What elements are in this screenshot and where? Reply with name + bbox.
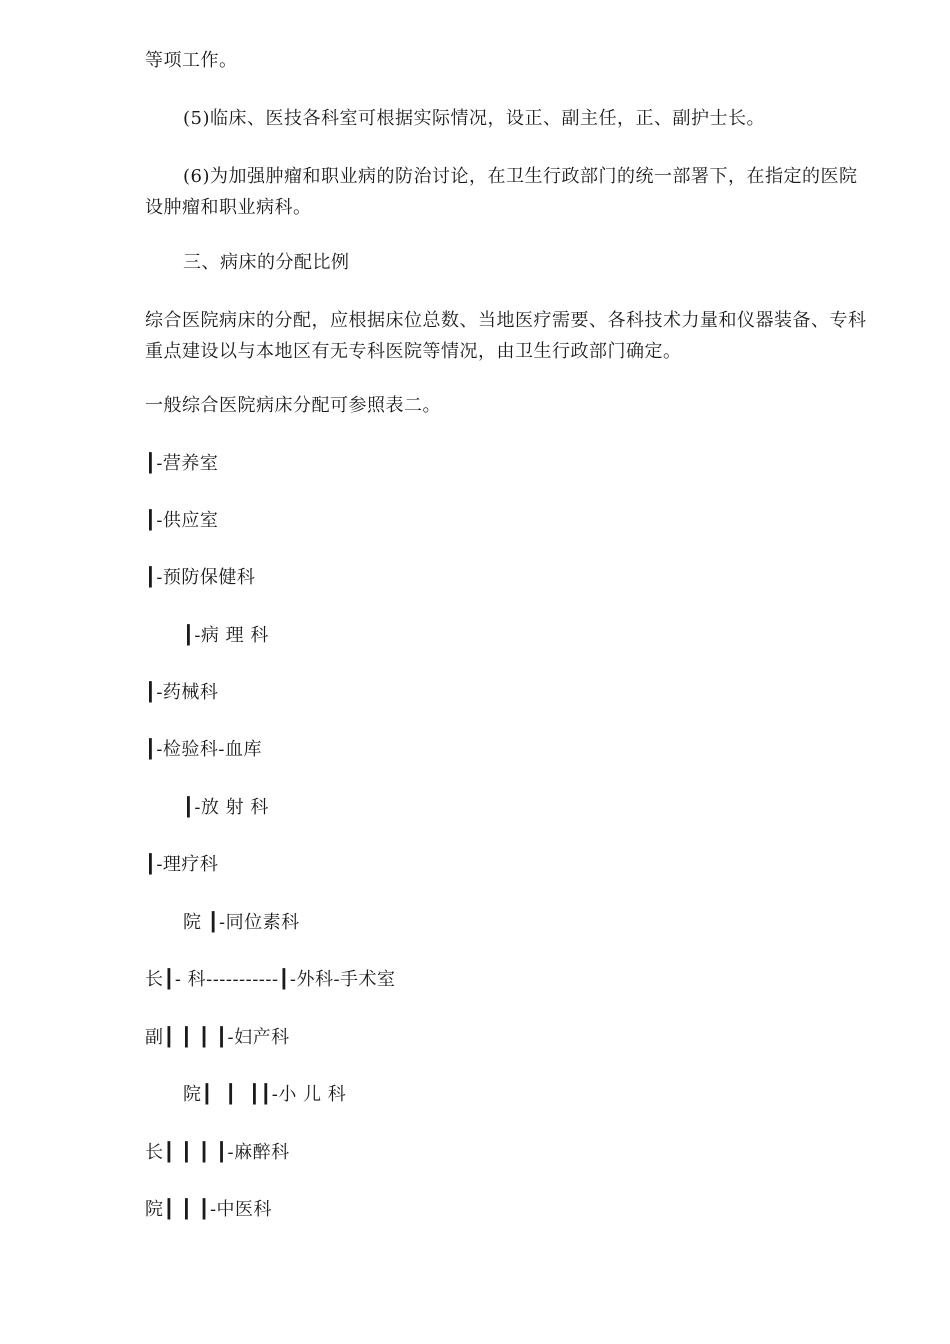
org-chart-line: 院┃ ┃ ┃┃-小 儿 科 bbox=[183, 1084, 347, 1105]
org-chart-line: ┃-理疗科 bbox=[145, 854, 219, 875]
org-chart-line: ┃-放 射 科 bbox=[183, 797, 269, 818]
org-chart-line: ┃-预防保健科 bbox=[145, 567, 256, 588]
org-chart-line: ┃-检验科-血库 bbox=[145, 739, 263, 760]
org-chart-line: ┃-病 理 科 bbox=[183, 625, 269, 646]
text-line-reference-table: 一般综合医院病床分配可参照表二。 bbox=[145, 395, 441, 416]
text-paragraph-bed-allocation: 综合医院病床的分配，应根据床位总数、当地医疗需要、各科技术力量和仪器装备、专科重点建设以与本地区有无专科医院等情况，由卫生行政部门确定。 bbox=[145, 310, 867, 362]
org-chart-line: 长┃- 科-----------┃-外科-手术室 bbox=[145, 969, 396, 990]
section-heading-bed-allocation: 三、病床的分配比例 bbox=[183, 252, 350, 273]
org-chart-line: 院┃ ┃ ┃-中医科 bbox=[145, 1199, 273, 1220]
org-chart-line: ┃-供应室 bbox=[145, 510, 219, 531]
org-chart-line: 长┃ ┃ ┃ ┃-麻醉科 bbox=[145, 1142, 290, 1163]
org-chart-line: 副┃ ┃ ┃ ┃-妇产科 bbox=[145, 1027, 290, 1048]
text-paragraph-item-6: (6)为加强肿瘤和职业病的防治讨论，在卫生行政部门的统一部署下，在指定的医院设肿瘤和职业病科。 bbox=[145, 166, 858, 218]
text-line-item-5: (5)临床、医技各科室可根据实际情况，设正、副主任，正、副护士长。 bbox=[183, 108, 765, 129]
org-chart-line: 院 ┃-同位素科 bbox=[183, 912, 300, 933]
org-chart-line: ┃-药械科 bbox=[145, 682, 219, 703]
text-line-continuation: 等项工作。 bbox=[145, 50, 238, 71]
org-chart-line: ┃-营养室 bbox=[145, 453, 219, 474]
